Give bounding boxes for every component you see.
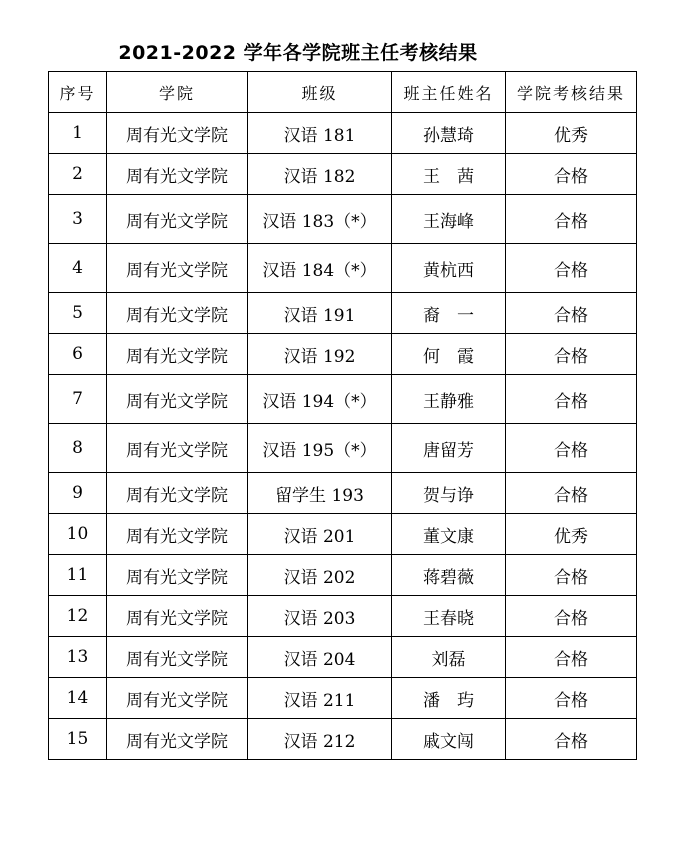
cell-serial-number: 1 — [49, 113, 107, 154]
cell-head-teacher: 王 茜 — [392, 154, 506, 195]
cell-class: 留学生 193 — [248, 473, 392, 514]
cell-class: 汉语 203 — [248, 596, 392, 637]
cell-head-teacher: 唐留芳 — [392, 424, 506, 473]
table-row — [49, 514, 637, 555]
cell-serial-number: 15 — [49, 719, 107, 760]
cell-result: 合格 — [506, 293, 637, 334]
cell-serial-number: 3 — [49, 195, 107, 244]
cell-head-teacher: 戚文闯 — [392, 719, 506, 760]
page-title: 2021-2022 学年各学院班主任考核结果 — [118, 42, 478, 64]
header-serial-number: 序号 — [49, 72, 107, 113]
cell-class: 汉语 192 — [248, 334, 392, 375]
table-row — [49, 424, 637, 473]
cell-college: 周有光文学院 — [107, 195, 248, 244]
cell-head-teacher: 董文康 — [392, 514, 506, 555]
cell-serial-number: 12 — [49, 596, 107, 637]
cell-head-teacher: 何 霞 — [392, 334, 506, 375]
cell-college: 周有光文学院 — [107, 473, 248, 514]
table-row — [49, 293, 637, 334]
cell-college: 周有光文学院 — [107, 334, 248, 375]
cell-result: 合格 — [506, 473, 637, 514]
table-row — [49, 113, 637, 154]
cell-result: 合格 — [506, 678, 637, 719]
cell-head-teacher: 黄杭西 — [392, 244, 506, 293]
cell-result: 合格 — [506, 375, 637, 424]
table-row — [49, 473, 637, 514]
header-class: 班级 — [248, 72, 392, 113]
table-row — [49, 195, 637, 244]
cell-class: 汉语 191 — [248, 293, 392, 334]
cell-class: 汉语 212 — [248, 719, 392, 760]
cell-result: 合格 — [506, 719, 637, 760]
table-row — [49, 555, 637, 596]
cell-college: 周有光文学院 — [107, 375, 248, 424]
cell-head-teacher: 刘磊 — [392, 637, 506, 678]
cell-college: 周有光文学院 — [107, 596, 248, 637]
cell-result: 合格 — [506, 334, 637, 375]
table-row — [49, 334, 637, 375]
cell-class: 汉语 195（*） — [248, 424, 392, 473]
header-college: 学院 — [107, 72, 248, 113]
cell-class: 汉语 201 — [248, 514, 392, 555]
cell-serial-number: 13 — [49, 637, 107, 678]
cell-serial-number: 2 — [49, 154, 107, 195]
cell-college: 周有光文学院 — [107, 154, 248, 195]
cell-college: 周有光文学院 — [107, 637, 248, 678]
cell-head-teacher: 王静雅 — [392, 375, 506, 424]
cell-class: 汉语 181 — [248, 113, 392, 154]
cell-college: 周有光文学院 — [107, 555, 248, 596]
cell-head-teacher: 潘 玙 — [392, 678, 506, 719]
cell-result: 合格 — [506, 555, 637, 596]
cell-college: 周有光文学院 — [107, 514, 248, 555]
table-header-row — [49, 72, 637, 113]
cell-serial-number: 9 — [49, 473, 107, 514]
cell-college: 周有光文学院 — [107, 424, 248, 473]
table-row — [49, 596, 637, 637]
cell-result: 合格 — [506, 637, 637, 678]
cell-college: 周有光文学院 — [107, 244, 248, 293]
table-row — [49, 637, 637, 678]
cell-class: 汉语 184（*） — [248, 244, 392, 293]
cell-class: 汉语 202 — [248, 555, 392, 596]
cell-class: 汉语 182 — [248, 154, 392, 195]
cell-result: 合格 — [506, 424, 637, 473]
cell-result: 合格 — [506, 154, 637, 195]
cell-class: 汉语 183（*） — [248, 195, 392, 244]
cell-serial-number: 6 — [49, 334, 107, 375]
cell-result: 优秀 — [506, 514, 637, 555]
cell-result: 合格 — [506, 244, 637, 293]
cell-result: 合格 — [506, 596, 637, 637]
cell-class: 汉语 194（*） — [248, 375, 392, 424]
cell-class: 汉语 204 — [248, 637, 392, 678]
cell-serial-number: 7 — [49, 375, 107, 424]
table-row — [49, 375, 637, 424]
cell-result: 合格 — [506, 195, 637, 244]
cell-college: 周有光文学院 — [107, 293, 248, 334]
cell-head-teacher: 贺与诤 — [392, 473, 506, 514]
cell-serial-number: 8 — [49, 424, 107, 473]
table-row — [49, 154, 637, 195]
cell-head-teacher: 王春晓 — [392, 596, 506, 637]
cell-serial-number: 10 — [49, 514, 107, 555]
cell-serial-number: 14 — [49, 678, 107, 719]
table-row — [49, 244, 637, 293]
assessment-results-table — [48, 71, 637, 760]
cell-head-teacher: 孙慧琦 — [392, 113, 506, 154]
cell-serial-number: 5 — [49, 293, 107, 334]
cell-head-teacher: 王海峰 — [392, 195, 506, 244]
cell-serial-number: 11 — [49, 555, 107, 596]
cell-head-teacher: 裔 一 — [392, 293, 506, 334]
table-row — [49, 719, 637, 760]
cell-class: 汉语 211 — [248, 678, 392, 719]
header-head-teacher-name: 班主任姓名 — [392, 72, 506, 113]
cell-college: 周有光文学院 — [107, 719, 248, 760]
cell-head-teacher: 蒋碧薇 — [392, 555, 506, 596]
table-row — [49, 678, 637, 719]
cell-college: 周有光文学院 — [107, 113, 248, 154]
cell-result: 优秀 — [506, 113, 637, 154]
cell-college: 周有光文学院 — [107, 678, 248, 719]
cell-serial-number: 4 — [49, 244, 107, 293]
header-assessment-result: 学院考核结果 — [506, 72, 637, 113]
